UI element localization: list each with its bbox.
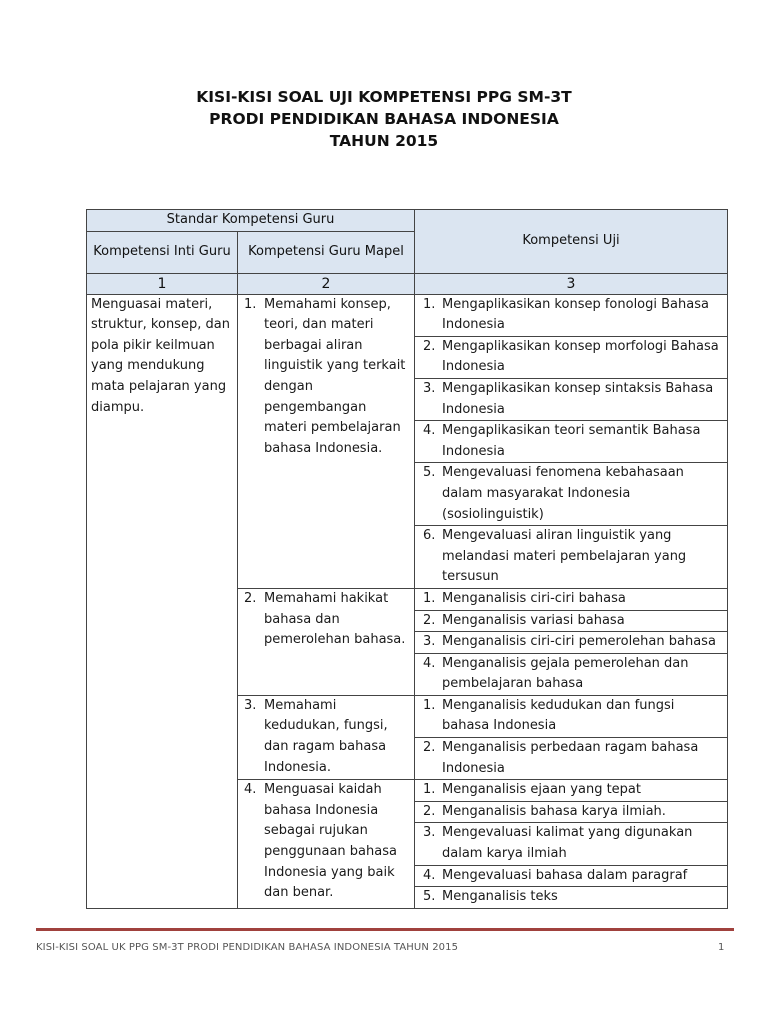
kompetensi-uji-cell xyxy=(415,588,728,610)
uji-number: 3. xyxy=(423,825,436,841)
uji-text: Menganalisis ciri-ciri pemerolehan bahasa xyxy=(442,634,716,650)
kompetensi-uji-cell xyxy=(415,463,728,526)
kompetensi-uji-cell xyxy=(415,865,728,887)
kompetensi-uji-cell xyxy=(415,632,728,654)
uji-number: 2. xyxy=(423,803,436,819)
kompetensi-uji-cell xyxy=(415,526,728,589)
uji-text: Menganalisis ciri-ciri bahasa xyxy=(442,590,626,606)
footer-divider xyxy=(36,928,734,931)
page-number: 1 xyxy=(718,942,725,953)
uji-number: 2. xyxy=(423,740,436,756)
uji-number: 3. xyxy=(423,380,436,396)
table-row xyxy=(87,294,728,336)
uji-text: Mengevaluasi kalimat yang digunakan dalam karya ilmiah xyxy=(442,825,693,862)
uji-number: 1. xyxy=(423,697,436,713)
footer-text: KISI-KISI SOAL UK PPG SM-3T PRODI PENDIDIKAN BAHASA INDONESIA TAHUN 2015 xyxy=(36,942,459,953)
title-line-1: KISI-KISI SOAL UJI KOMPETENSI PPG SM-3T xyxy=(196,88,572,106)
column-number-2: 2 xyxy=(238,273,415,294)
uji-text: Mengevaluasi bahasa dalam paragraf xyxy=(442,867,688,883)
mapel-number: 2. xyxy=(244,590,257,606)
header-row-group xyxy=(87,210,728,232)
kompetensi-uji-cell xyxy=(415,887,728,909)
column-number-3: 3 xyxy=(415,273,728,294)
uji-text: Mengaplikasikan konsep morfologi Bahasa Indonesia xyxy=(442,338,719,375)
uji-text: Menganalisis bahasa karya ilmiah. xyxy=(442,803,666,819)
uji-number: 4. xyxy=(423,423,436,439)
uji-text: Mengevaluasi aliran linguistik yang melandasi materi pembelajaran yang tersusun xyxy=(442,528,687,585)
uji-number: 2. xyxy=(423,338,436,354)
kompetensi-uji-cell xyxy=(415,780,728,802)
uji-text: Menganalisis perbedaan ragam bahasa Indonesia xyxy=(442,740,699,776)
mapel-label: Menguasai kaidah bahasa Indonesia sebagai rujukan penggunaan bahasa Indonesia yang baik dan benar. xyxy=(264,782,397,901)
kompetensi-uji-cell xyxy=(415,610,728,632)
uji-text: Menganalisis gejala pemerolehan dan pembelajaran bahasa xyxy=(442,655,689,692)
header-kompetensi-inti: Kompetensi Inti Guru xyxy=(87,231,238,273)
title-line-2: PRODI PENDIDIKAN BAHASA INDONESIA xyxy=(209,110,559,128)
uji-text: Mengevaluasi fenomena kebahasaan dalam masyarakat Indonesia (sosiolinguistik) xyxy=(442,465,684,522)
column-number-row xyxy=(87,273,728,294)
kompetensi-mapel-cell xyxy=(238,695,415,779)
uji-number: 5. xyxy=(423,889,436,905)
kompetensi-uji-cell xyxy=(415,378,728,420)
kompetensi-uji-cell xyxy=(415,421,728,463)
uji-number: 1. xyxy=(423,590,436,606)
uji-number: 1. xyxy=(423,782,436,798)
uji-text: Menganalisis kedudukan dan fungsi bahasa Indonesia xyxy=(442,697,675,734)
kompetensi-uji-cell xyxy=(415,695,728,737)
kompetensi-uji-cell xyxy=(415,738,728,780)
uji-number: 1. xyxy=(423,296,436,312)
uji-number: 4. xyxy=(423,867,436,883)
kompetensi-mapel-cell xyxy=(238,294,415,588)
document-title xyxy=(0,86,768,152)
uji-text: Menganalisis teks xyxy=(442,889,558,905)
mapel-number: 3. xyxy=(244,697,257,713)
header-standar-kompetensi: Standar Kompetensi Guru xyxy=(87,210,415,232)
uji-number: 5. xyxy=(423,465,436,481)
mapel-number: 4. xyxy=(244,782,257,798)
kompetensi-inti-cell: Menguasai materi, struktur, konsep, dan pola pikir keilmuan yang mendukung mata pelajaran yang diampu. xyxy=(87,294,238,908)
mapel-number: 1. xyxy=(244,296,257,312)
title-line-3: TAHUN 2015 xyxy=(329,132,439,150)
uji-text: Mengaplikasikan konsep fonologi Bahasa Indonesia xyxy=(442,296,709,333)
uji-number: 2. xyxy=(423,612,436,628)
uji-text: Menganalisis variasi bahasa xyxy=(442,612,625,628)
column-number-1: 1 xyxy=(87,273,238,294)
uji-number: 3. xyxy=(423,634,436,650)
uji-number: 6. xyxy=(423,528,436,544)
kompetensi-uji-cell xyxy=(415,336,728,378)
uji-text: Mengaplikasikan konsep sintaksis Bahasa Indonesia xyxy=(442,380,714,417)
kompetensi-uji-cell xyxy=(415,823,728,865)
uji-text: Mengaplikasikan teori semantik Bahasa Indonesia xyxy=(442,423,701,459)
kompetensi-mapel-cell xyxy=(238,780,415,909)
mapel-label: Memahami hakikat bahasa dan pemerolehan bahasa. xyxy=(264,590,406,648)
mapel-label: Memahami kedudukan, fungsi, dan ragam bahasa Indonesia. xyxy=(264,697,388,775)
kompetensi-mapel-cell xyxy=(238,588,415,695)
mapel-label: Memahami konsep, teori, dan materi berbagai aliran linguistik yang terkait dengan pengembangan materi pembelajaran bahasa Indonesia. xyxy=(264,296,406,456)
header-kompetensi-mapel: Kompetensi Guru Mapel xyxy=(238,231,415,273)
kompetensi-uji-cell xyxy=(415,801,728,823)
uji-number: 4. xyxy=(423,655,436,671)
kompetensi-uji-cell xyxy=(415,294,728,336)
header-kompetensi-uji: Kompetensi Uji xyxy=(415,210,728,274)
kompetensi-uji-cell xyxy=(415,653,728,695)
kisi-kisi-table xyxy=(86,209,728,909)
uji-text: Menganalisis ejaan yang tepat xyxy=(442,782,641,798)
